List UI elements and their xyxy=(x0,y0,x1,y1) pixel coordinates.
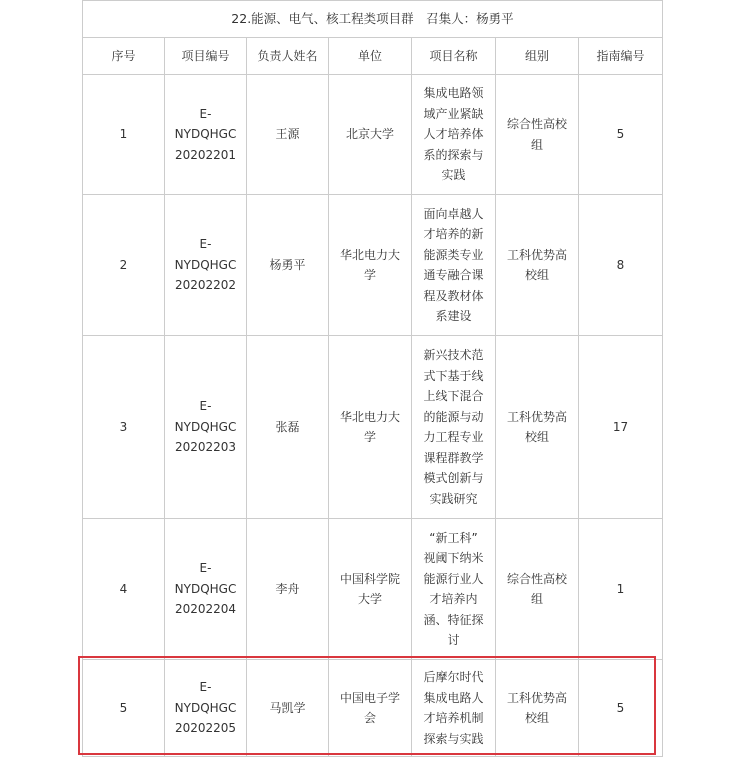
cell-group: 工科优势高 校组 xyxy=(496,195,579,336)
header-code: 项目编号 xyxy=(165,38,247,75)
header-group: 组别 xyxy=(496,38,579,75)
header-row xyxy=(83,38,663,75)
project-table xyxy=(82,0,663,757)
cell-seq: 5 xyxy=(83,660,165,757)
cell-code: E- NYDQHGC 20202205 xyxy=(165,660,247,757)
header-leader: 负责人姓名 xyxy=(247,38,329,75)
cell-guide: 8 xyxy=(579,195,663,336)
header-project-name: 项目名称 xyxy=(412,38,496,75)
cell-seq: 1 xyxy=(83,75,165,195)
cell-seq: 3 xyxy=(83,336,165,519)
cell-unit: 华北电力大 学 xyxy=(329,195,412,336)
table-title-row xyxy=(83,1,663,38)
cell-seq: 2 xyxy=(83,195,165,336)
cell-project-name: “新工科” 视阈下纳米 能源行业人 才培养内 涵、特征探 讨 xyxy=(412,519,496,660)
cell-group: 工科优势高 校组 xyxy=(496,336,579,519)
cell-leader: 马凯学 xyxy=(247,660,329,757)
table-row xyxy=(83,75,663,195)
cell-leader: 王源 xyxy=(247,75,329,195)
cell-project-name: 集成电路领 域产业紧缺 人才培养体 系的探索与 实践 xyxy=(412,75,496,195)
cell-code: E- NYDQHGC 20202202 xyxy=(165,195,247,336)
cell-group: 工科优势高 校组 xyxy=(496,660,579,757)
cell-guide: 17 xyxy=(579,336,663,519)
table-row xyxy=(83,660,663,757)
cell-group: 综合性高校 组 xyxy=(496,519,579,660)
header-unit: 单位 xyxy=(329,38,412,75)
table-title: 22.能源、电气、核工程类项目群 召集人：杨勇平 xyxy=(83,1,663,38)
cell-leader: 李舟 xyxy=(247,519,329,660)
table-row xyxy=(83,519,663,660)
cell-unit: 中国电子学 会 xyxy=(329,660,412,757)
cell-unit: 华北电力大 学 xyxy=(329,336,412,519)
cell-project-name: 面向卓越人 才培养的新 能源类专业 通专融合课 程及教材体 系建设 xyxy=(412,195,496,336)
cell-project-name: 后摩尔时代 集成电路人 才培养机制 探索与实践 xyxy=(412,660,496,757)
header-guide: 指南编号 xyxy=(579,38,663,75)
header-seq: 序号 xyxy=(83,38,165,75)
table-row xyxy=(83,336,663,519)
cell-guide: 1 xyxy=(579,519,663,660)
cell-unit: 中国科学院 大学 xyxy=(329,519,412,660)
cell-code: E- NYDQHGC 20202203 xyxy=(165,336,247,519)
cell-seq: 4 xyxy=(83,519,165,660)
table-row xyxy=(83,195,663,336)
cell-code: E- NYDQHGC 20202204 xyxy=(165,519,247,660)
cell-guide: 5 xyxy=(579,75,663,195)
cell-group: 综合性高校 组 xyxy=(496,75,579,195)
cell-code: E- NYDQHGC 20202201 xyxy=(165,75,247,195)
cell-leader: 杨勇平 xyxy=(247,195,329,336)
cell-leader: 张磊 xyxy=(247,336,329,519)
cell-unit: 北京大学 xyxy=(329,75,412,195)
cell-project-name: 新兴技术范 式下基于线 上线下混合 的能源与动 力工程专业 课程群教学 模式创新与 实践研究 xyxy=(412,336,496,519)
cell-guide: 5 xyxy=(579,660,663,757)
